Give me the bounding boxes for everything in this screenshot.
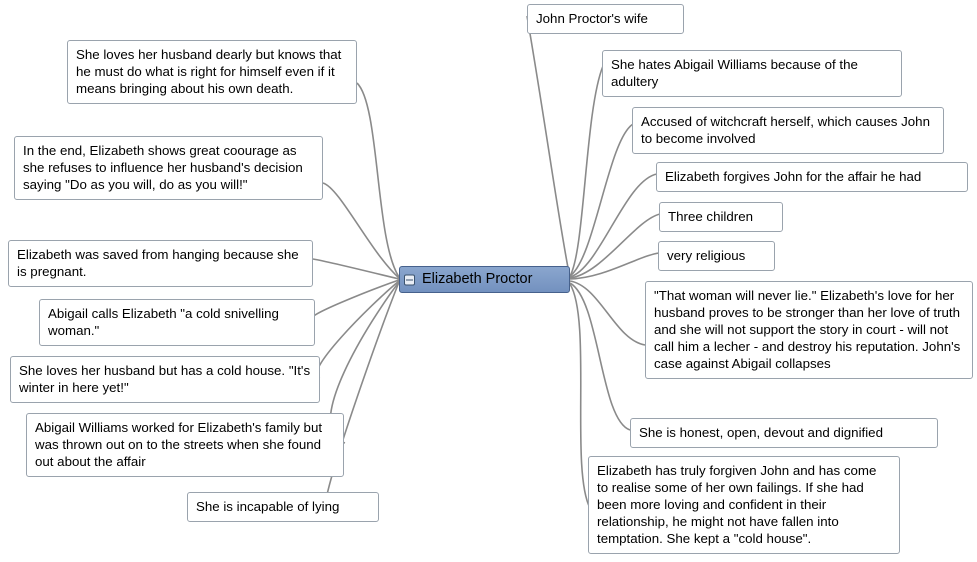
connector-to-n13 bbox=[313, 280, 399, 318]
central-node-label: Elizabeth Proctor bbox=[422, 271, 533, 287]
node-abigail-worked-for-family[interactable]: Abigail Williams worked for Elizabeth's family but was thrown out on to the streets when she found out about the affair bbox=[26, 413, 344, 477]
central-node[interactable] bbox=[399, 266, 570, 293]
connector-to-n3 bbox=[570, 124, 633, 276]
connector-to-n8 bbox=[570, 283, 630, 430]
connector-to-n6 bbox=[570, 253, 659, 279]
node-honest-open-devout[interactable]: She is honest, open, devout and dignified bbox=[630, 418, 938, 448]
node-hates-abigail[interactable]: She hates Abigail Williams because of the adultery bbox=[602, 50, 902, 97]
connector-to-n12 bbox=[316, 281, 399, 378]
node-incapable-of-lying[interactable]: She is incapable of lying bbox=[187, 492, 379, 522]
node-three-children[interactable]: Three children bbox=[659, 202, 783, 232]
connector-to-n15 bbox=[323, 183, 399, 278]
connector-to-n14 bbox=[313, 259, 399, 279]
connector-to-n9 bbox=[570, 284, 590, 508]
node-forgives-john[interactable]: Elizabeth forgives John for the affair he had bbox=[656, 162, 968, 192]
node-cold-house-winter[interactable]: She loves her husband but has a cold house. "It's winter in here yet!" bbox=[10, 356, 320, 403]
connector-to-n5 bbox=[570, 214, 660, 278]
node-loves-husband-dearly[interactable]: She loves her husband dearly but knows that he must do what is right for himself even if it means bringing about his own death. bbox=[67, 40, 357, 104]
connector-to-n16 bbox=[357, 83, 399, 277]
connector-to-n7 bbox=[570, 281, 645, 345]
connector-to-n1 bbox=[527, 16, 570, 278]
node-cold-snivelling-woman[interactable]: Abigail calls Elizabeth "a cold snivelling woman." bbox=[39, 299, 315, 346]
connector-to-n2 bbox=[570, 66, 603, 276]
node-great-courage[interactable]: In the end, Elizabeth shows great coourage as she refuses to influence her husband's decision saying "Do as you will, do as you will!" bbox=[14, 136, 323, 200]
node-truly-forgiven-john[interactable]: Elizabeth has truly forgiven John and has come to realise some of her own failings. If she had been more loving and confident in their relationship, he might not have fallen into temptation. She kept a "cold house". bbox=[588, 456, 900, 554]
node-that-woman-will-never-lie[interactable]: "That woman will never lie." Elizabeth's love for her husband proves to be stronger than her love of truth and she will not support the story in court - will not call him a lecher - and destroy his reputation. John's case against Abigail collapses bbox=[645, 281, 973, 379]
connector-to-n4 bbox=[570, 174, 657, 277]
node-john-proctors-wife[interactable]: John Proctor's wife bbox=[527, 4, 684, 34]
node-saved-from-hanging[interactable]: Elizabeth was saved from hanging because she is pregnant. bbox=[8, 240, 313, 287]
minus-square-icon[interactable] bbox=[404, 274, 415, 285]
node-very-religious[interactable]: very religious bbox=[658, 241, 775, 271]
node-accused-of-witchcraft[interactable]: Accused of witchcraft herself, which causes John to become involved bbox=[632, 107, 944, 154]
